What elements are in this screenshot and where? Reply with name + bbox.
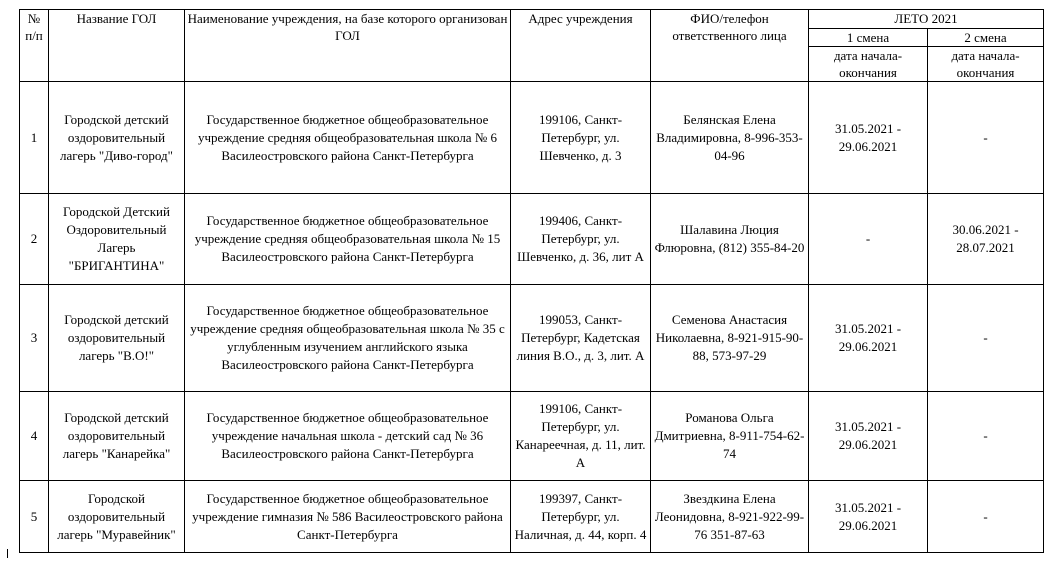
institution-name: Государственное бюджетное общеобразовательное учреждение средняя общеобразовательная школа № 6 Василеостровского района Санкт-Петербурга	[185, 82, 511, 194]
institution-address: 199397, Санкт-Петербург, ул. Наличная, д. 44, корп. 4	[511, 481, 651, 553]
row-number: 2	[20, 194, 49, 285]
table-row	[20, 194, 1044, 285]
header-shift-2: 2 смена	[928, 29, 1044, 47]
contact-person: Шалавина Люция Флюровна, (812) 355-84-20	[651, 194, 809, 285]
header-contact: ФИО/телефон ответственного лица	[651, 10, 809, 82]
shift-2-dates: -	[928, 481, 1044, 553]
contact-person: Звездкина Елена Леонидовна, 8-921-922-99-76 351-87-63	[651, 481, 809, 553]
table-row	[20, 285, 1044, 392]
shift-1-dates: 31.05.2021 - 29.06.2021	[809, 82, 928, 194]
institution-address: 199053, Санкт-Петербург, Кадетская линия В.О., д. 3, лит. А	[511, 285, 651, 392]
header-summer-2021: ЛЕТО 2021	[809, 10, 1044, 29]
shift-2-dates: 30.06.2021 - 28.07.2021	[928, 194, 1044, 285]
header-shift-1-dates: дата начала-окончания	[809, 47, 928, 82]
header-institution: Наименование учреждения, на базе которого организован ГОЛ	[185, 10, 511, 82]
header-number: № п/п	[20, 10, 49, 82]
institution-name: Государственное бюджетное общеобразовательное учреждение средняя общеобразовательная школа № 15 Василеостровского района Санкт-Петербурга	[185, 194, 511, 285]
shift-2-dates: -	[928, 392, 1044, 481]
shift-1-dates: -	[809, 194, 928, 285]
table-row	[20, 392, 1044, 481]
contact-person: Романова Ольга Дмитриевна, 8-911-754-62-74	[651, 392, 809, 481]
summer-camps-table	[19, 9, 1044, 553]
contact-person: Белянская Елена Владимировна, 8-996-353-04-96	[651, 82, 809, 194]
row-number: 4	[20, 392, 49, 481]
shift-1-dates: 31.05.2021 - 29.06.2021	[809, 481, 928, 553]
institution-address: 199106, Санкт-Петербург, ул. Канареечная, д. 11, лит. А	[511, 392, 651, 481]
shift-1-dates: 31.05.2021 - 29.06.2021	[809, 392, 928, 481]
header-camp-name: Название ГОЛ	[49, 10, 185, 82]
header-address: Адрес учреждения	[511, 10, 651, 82]
contact-person: Семенова Анастасия Николаевна, 8-921-915-90-88, 573-97-29	[651, 285, 809, 392]
camp-name: Городской детский оздоровительный лагерь "Канарейка"	[49, 392, 185, 481]
header-shift-1: 1 смена	[809, 29, 928, 47]
institution-name: Государственное бюджетное общеобразовательное учреждение гимназия № 586 Василеостровского района Санкт-Петербурга	[185, 481, 511, 553]
camp-name: Городской детский оздоровительный лагерь "В.О!"	[49, 285, 185, 392]
institution-name: Государственное бюджетное общеобразовательное учреждение средняя общеобразовательная школа № 35 с углубленным изучением английского языка Василеостровского района Санкт-Петербурга	[185, 285, 511, 392]
shift-2-dates: -	[928, 285, 1044, 392]
camp-name: Городской оздоровительный лагерь "Муравейник"	[49, 481, 185, 553]
row-number: 5	[20, 481, 49, 553]
camp-name: Городской детский оздоровительный лагерь "Диво-город"	[49, 82, 185, 194]
text-cursor-mark	[7, 549, 8, 558]
institution-address: 199406, Санкт-Петербург, ул. Шевченко, д. 36, лит А	[511, 194, 651, 285]
table-row	[20, 481, 1044, 553]
shift-1-dates: 31.05.2021 - 29.06.2021	[809, 285, 928, 392]
row-number: 1	[20, 82, 49, 194]
row-number: 3	[20, 285, 49, 392]
institution-name: Государственное бюджетное общеобразовательное учреждение начальная школа - детский сад № 36 Василеостровского района Санкт-Петербурга	[185, 392, 511, 481]
camp-name: Городской Детский Оздоровительный Лагерь "БРИГАНТИНА"	[49, 194, 185, 285]
institution-address: 199106, Санкт-Петербург, ул. Шевченко, д. 3	[511, 82, 651, 194]
table-row	[20, 82, 1044, 194]
header-shift-2-dates: дата начала-окончания	[928, 47, 1044, 82]
shift-2-dates: -	[928, 82, 1044, 194]
